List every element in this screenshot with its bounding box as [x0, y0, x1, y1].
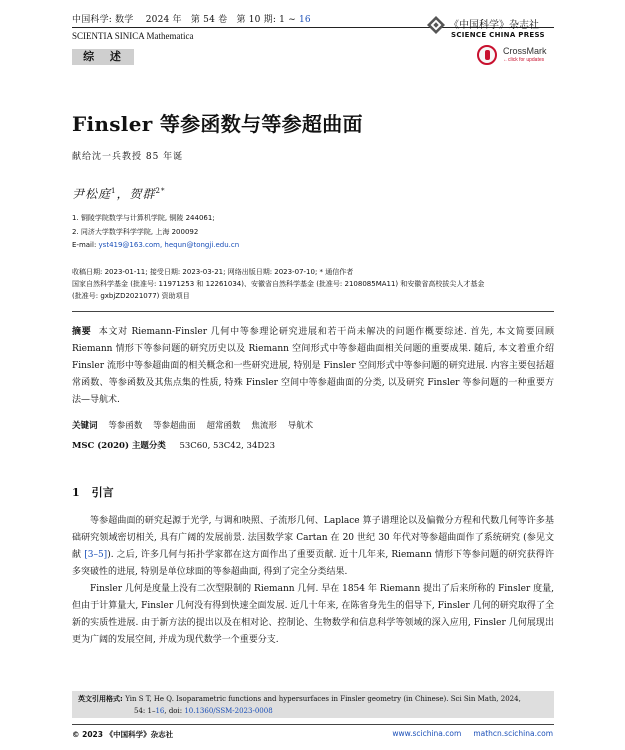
- citation-box: [72, 691, 554, 718]
- page-end-link[interactable]: 16: [298, 15, 311, 25]
- keyword: 导航术: [287, 421, 314, 431]
- keywords-label: 关键词: [72, 421, 98, 431]
- citation-page-link[interactable]: 16: [155, 707, 165, 715]
- keywords-line: [72, 419, 313, 431]
- doi-link[interactable]: 10.1360/SSM-2023-0008: [184, 707, 273, 715]
- crossmark-label: CrossMark: [503, 46, 547, 56]
- abstract-text: 本文对 Riemann-Finsler 几何中等参理论研究进展和若干尚未解决的问题作概要综述. 首先, 本文简要回顾 Riemann 情形下等参问题的研究历史以及 Riemann 空间形式中等参超曲面相关问题的重要成果. 随后, 本文着重介绍 Finsler 流形中等参超曲面的相关概念和一些研究进展, 特别是 Finsler 空间形式中等参问题的研究进展. 内容主要包括超常函数、等参函数及其焦点集的性质, 特殊 Finsler 空间中等参超曲面的分类, 以及研究 Finsler 等参问题的一种重要方法—导航术.: [72, 327, 554, 405]
- journal-english-name: SCIENTIA SINICA Mathematica: [72, 31, 194, 41]
- paragraph-2: Finsler 几何是度量上没有二次型限制的 Riemann 几何. 早在 1854 年 Riemann 提出了后来所称的 Finsler 度量, 但由于计算量大, Finsler 几何没有得到快速全面发展. 近几十年来, 在陈省身先生的倡导下, Finsler 几何的研究取得了全新的实质性进展. 由于新方法的提出以及在相对论、控制论、生物数学和信息科学等领域的深入应用, Finsler 几何展现出更为广阔的发展空间, 并成为现代数学一个重要分支.: [72, 584, 554, 645]
- footer-link-mathcn[interactable]: mathcn.scichina.com: [473, 729, 553, 738]
- msc-line: [72, 439, 275, 451]
- citation-text: Yin S T, He Q. Isoparametric functions and hypersurfaces in Finsler geometry (in Chinese). Sci Sin Math, 2024,: [125, 695, 521, 703]
- reference-link[interactable]: [3–5]: [84, 550, 108, 560]
- publisher-chinese-name: 《中国科学》杂志社: [449, 20, 539, 31]
- email-line: [72, 241, 239, 249]
- section-title: 引言: [91, 486, 114, 499]
- section-heading: [72, 484, 114, 500]
- affiliation-2: 2. 同济大学数学科学学院, 上海 200092: [72, 228, 199, 236]
- crossmark-button[interactable]: [477, 45, 553, 67]
- author-affil-mark: 2*: [155, 187, 166, 195]
- funding-line-1: 国家自然科学基金 (批准号: 11971253 和 12261034)、安徽省自然科学基金 (批准号: 2108085MA11) 和安徽省高校拔尖人才基金: [72, 280, 485, 288]
- crossmark-icon: [477, 45, 497, 65]
- abstract: [72, 324, 554, 409]
- category-badge: 综 述: [72, 49, 134, 65]
- footer-link-scichina[interactable]: www.scichina.com: [392, 729, 462, 738]
- author-name: 尹松庭: [72, 187, 112, 201]
- keyword: 超常函数: [206, 421, 241, 431]
- publisher-english-name: SCIENCE CHINA PRESS: [451, 31, 545, 39]
- dates-line: 收稿日期: 2023-01-11; 接受日期: 2023-03-21; 网络出版日期: 2023-07-10; * 通信作者: [72, 268, 354, 276]
- paragraph-text: ). 之后, 许多几何与拓扑学家都在这方面作出了重要贡献. 近十几年来, Riemann 情形下等参问题的研究获得许多突破性的进展, 特别是单位球面的等参超曲面, 得到了完全分类结果.: [72, 550, 554, 577]
- diamond-logo-icon: [427, 16, 445, 34]
- author-separator: ，: [116, 187, 130, 201]
- citation-label: 英文引用格式:: [78, 695, 126, 703]
- footer-links: [380, 729, 553, 738]
- publisher-logo: [425, 12, 553, 44]
- crossmark-sub: ←click for updates: [503, 57, 545, 63]
- email-label: E-mail:: [72, 241, 99, 249]
- affiliation-1: 1. 铜陵学院数学与计算机学院, 铜陵 244061;: [72, 214, 215, 222]
- section-number: 1: [72, 486, 80, 499]
- keyword: 等参函数: [108, 421, 143, 431]
- doi-label: , doi:: [164, 707, 185, 715]
- msc-label: MSC (2020) 主题分类: [72, 441, 166, 451]
- section-body: [72, 513, 554, 649]
- keyword: 等参超曲面: [153, 421, 196, 431]
- abstract-label: 摘要: [72, 327, 92, 337]
- author-name: 贺群: [129, 187, 156, 201]
- copyright: © 2023 《中国科学》杂志社: [72, 730, 174, 739]
- journal-issue-line: [72, 12, 311, 25]
- footer-rule: [72, 724, 554, 725]
- email-links[interactable]: yst419@163.com, hequn@tongji.edu.cn: [98, 241, 240, 249]
- dedication: 献给沈一兵教授 85 年诞: [72, 152, 184, 162]
- author-affil-mark: 1: [111, 187, 117, 195]
- paragraph-1: [72, 513, 554, 581]
- journal-issue: 中国科学: 数学 2024 年 第 54 卷 第 10 期: 1 ∼: [72, 15, 299, 25]
- paragraph-text: 等参超曲面的研究起源于光学, 与调和映照、子流形几何、Laplace 算子谱理论以及偏微分方程和代数几何等许多基础研究领域密切相关, 具有广阔的发展前景. 法国数学家 Cartan 在 20 世纪 30 年代对等参超曲面作了系统研究 (参见文献: [72, 516, 554, 560]
- section-rule: [72, 311, 554, 312]
- keyword: 焦流形: [251, 421, 277, 431]
- author-list: [72, 185, 165, 202]
- citation-volume: 54: 1–: [134, 707, 156, 715]
- funding-line-2: (批准号: gxbjZD2021077) 资助项目: [72, 292, 190, 300]
- article-title: Finsler 等参函数与等参超曲面: [72, 112, 363, 136]
- msc-codes: 53C60, 53C42, 34D23: [179, 441, 275, 451]
